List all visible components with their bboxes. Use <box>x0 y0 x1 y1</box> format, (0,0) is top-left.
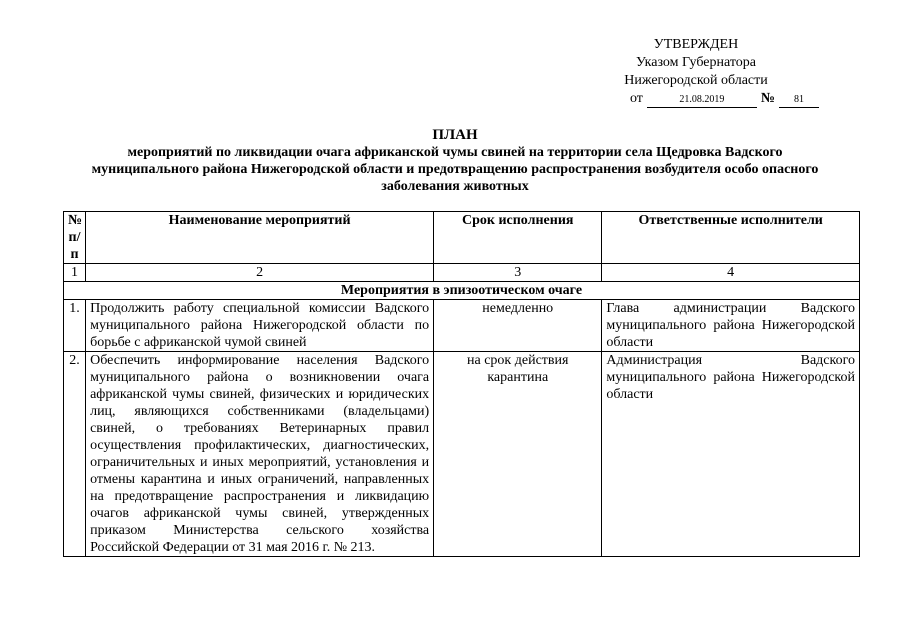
section-row <box>64 282 860 300</box>
col-number: 4 <box>602 264 860 282</box>
approval-decree: Указом Губернатора <box>635 55 757 70</box>
row-activity: Продолжить работу специальной комиссии Вадского муниципального района Нижегородской области по борьбе с африканской чумой свиней <box>86 300 434 352</box>
row-responsible: Администрация Вадского муниципального района Нижегородской области <box>602 352 860 557</box>
header-number: № п/п <box>64 212 86 264</box>
table-row <box>64 352 860 557</box>
number-sign: № <box>760 91 775 106</box>
row-number: 1. <box>64 300 86 352</box>
approval-title: УТВЕРЖДЕН <box>653 37 739 52</box>
plan-heading: ПЛАН <box>432 127 478 143</box>
column-numbers-row <box>64 264 860 282</box>
row-responsible: Глава администрации Вадского муниципального района Нижегородской области <box>602 300 860 352</box>
row-term: на срок действия карантина <box>434 352 602 557</box>
approval-date-line <box>571 90 823 108</box>
header-responsible: Ответственные исполнители <box>602 212 860 264</box>
date-from-label: от <box>629 91 643 106</box>
section-title: Мероприятия в эпизоотическом очаге <box>64 282 860 300</box>
col-number: 3 <box>434 264 602 282</box>
approval-number: 81 <box>779 94 819 108</box>
col-number: 1 <box>64 264 86 282</box>
approval-stamp <box>571 36 821 108</box>
header-term: Срок исполнения <box>434 212 602 264</box>
plan-table <box>63 211 860 557</box>
header-name: Наименование мероприятий <box>86 212 434 264</box>
table-row <box>64 300 860 352</box>
plan-subtitle: мероприятий по ликвидации очага африканской чумы свиней на территории села Щедровка Вадского муниципального района Нижегородской области и предотвращению распространения возбудителя особо опасного заболевания животных <box>91 145 819 194</box>
col-number: 2 <box>86 264 434 282</box>
approval-date: 21.08.2019 <box>647 94 757 108</box>
row-number: 2. <box>64 352 86 557</box>
row-activity: Обеспечить информирование населения Вадского муниципального района о возникновении очага африканской чумы свиней, физических и юридических лиц, являющихся собственниками (владельцами) свиней, о требованиях Ветеринарных правил осуществления профилактических, диагностических, ограничительных и иных мероприятий, установления и отмены карантина и иных ограничений, направленных на предотвращение распространения и ликвидацию очагов африканской чумы свиней, утвержденных приказом Министерства сельского хозяйства Российской Федерации от 31 мая 2016 г. № 213. <box>86 352 434 557</box>
table-header-row <box>64 212 860 264</box>
row-term: немедленно <box>434 300 602 352</box>
approval-region: Нижегородской области <box>624 73 768 88</box>
plan-title-block <box>85 127 825 195</box>
